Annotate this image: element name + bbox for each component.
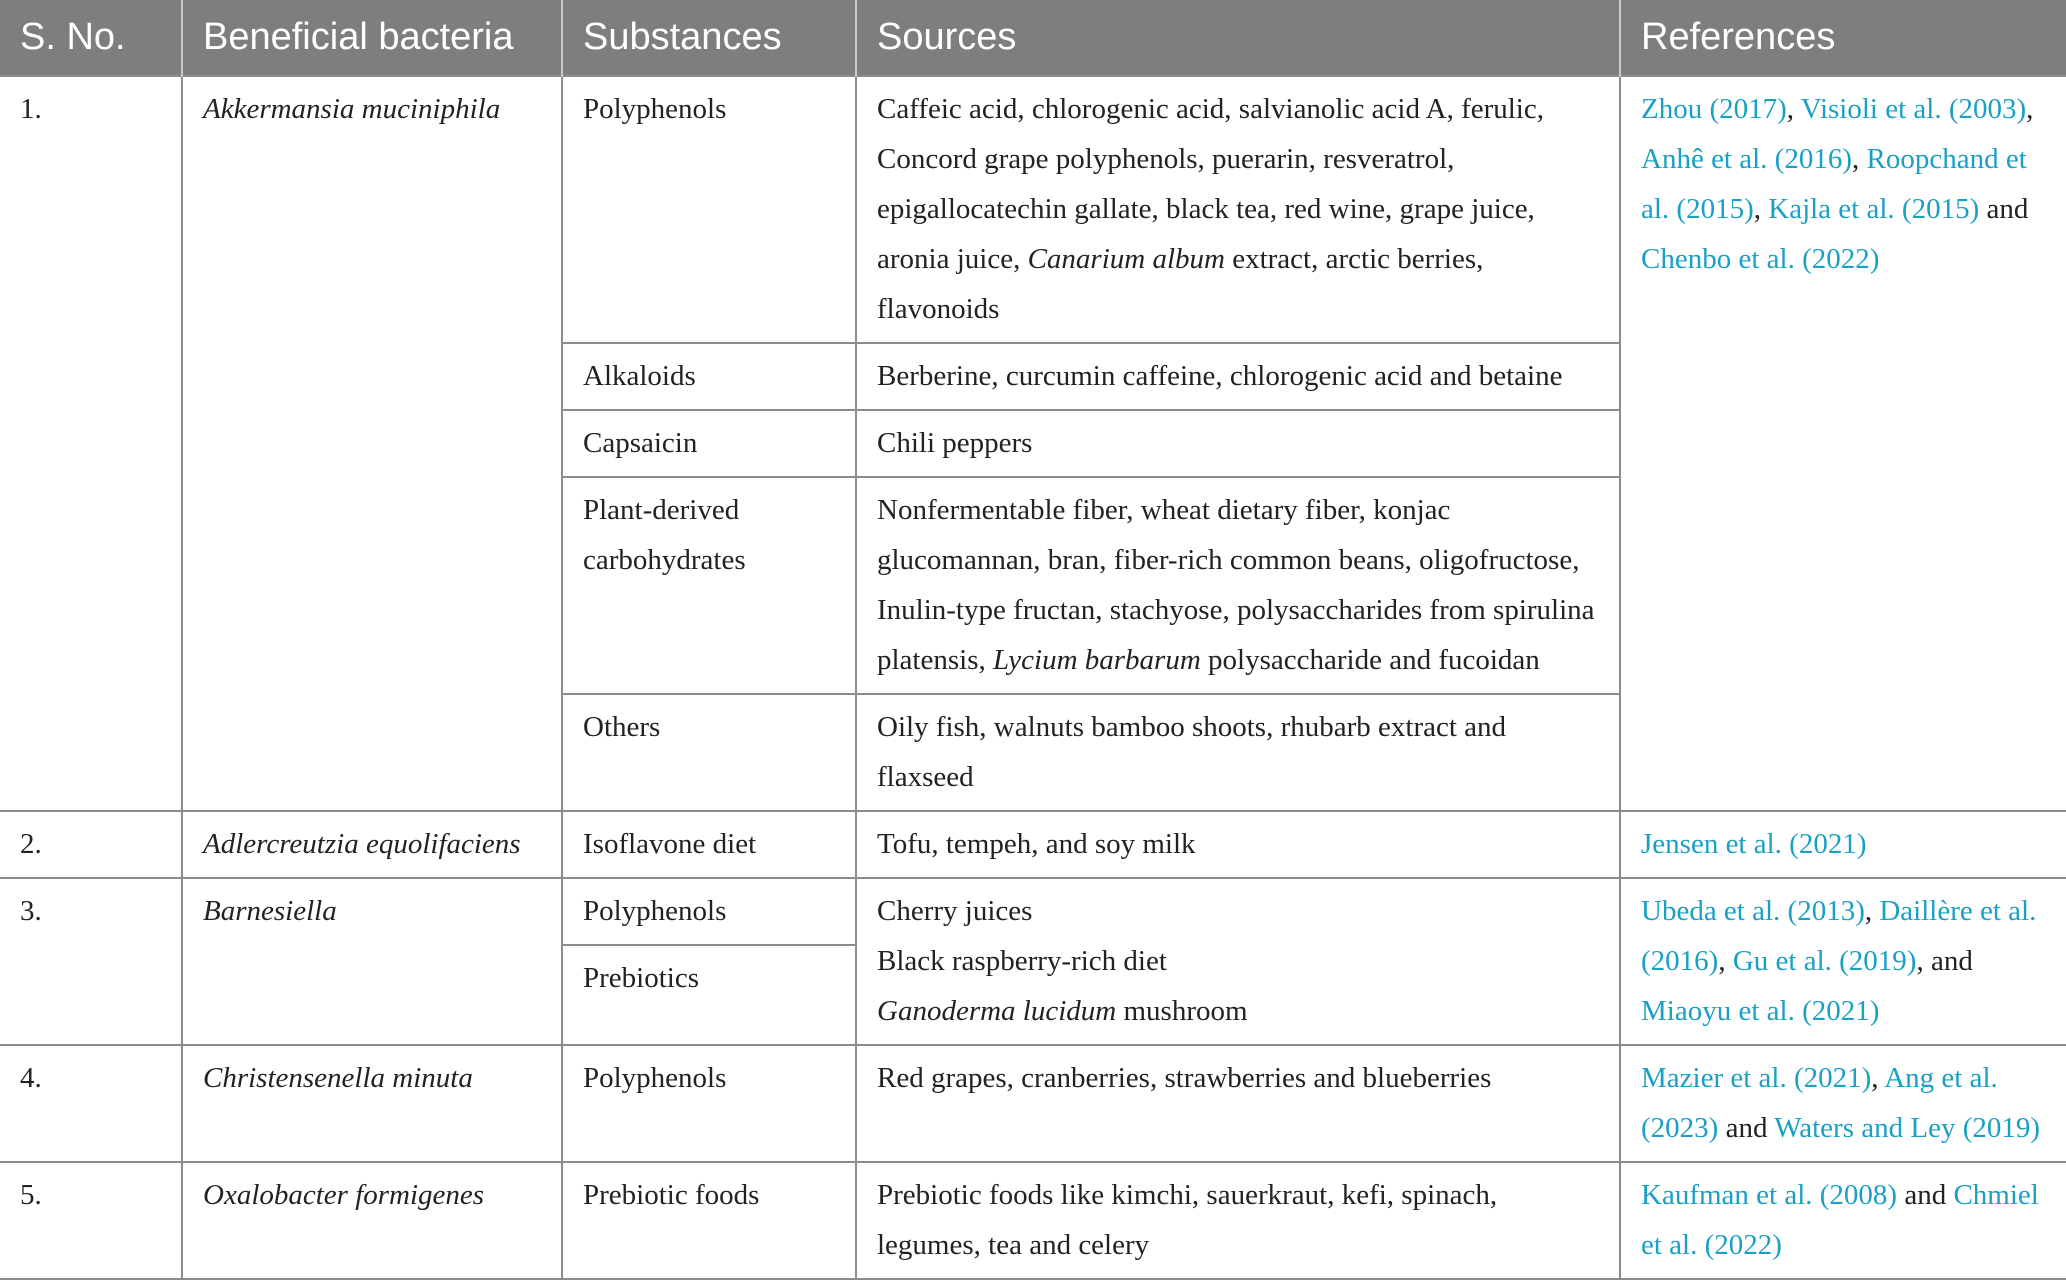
table-row (0, 878, 2066, 945)
cell-sno: 3. (0, 878, 182, 1045)
header-substances: Substances (562, 0, 856, 76)
table-row (0, 76, 2066, 343)
cell-bacteria: Christensenella minuta (182, 1045, 562, 1162)
reference-link[interactable]: Miaoyu et al. (2021) (1641, 995, 1880, 1027)
reference-separator: , (1864, 895, 1880, 927)
cell-sno: 2. (0, 811, 182, 878)
cell-references (1620, 1162, 2066, 1279)
reference-link[interactable]: Zhou (2017) (1641, 93, 1787, 125)
reference-link[interactable]: Gu et al. (2019) (1732, 945, 1917, 977)
sources-text: Caffeic acid, chlorogenic acid, salvianolic acid A, ferulic, Concord grape polyphenols, puerarin, resveratrol, epigallocatechin gallate, black tea, red wine, grape juice, aronia juice, (877, 93, 1544, 275)
cell-bacteria: Barnesiella (182, 878, 562, 1045)
reference-link[interactable]: Visioli et al. (2003) (1800, 93, 2027, 125)
header-row (0, 0, 2066, 76)
reference-separator: , (1753, 193, 1769, 225)
cell-substance: Isoflavone diet (562, 811, 856, 878)
cell-sources (856, 76, 1620, 343)
cell-substance: Polyphenols (562, 1045, 856, 1162)
reference-link[interactable]: Ubeda et al. (2013) (1641, 895, 1865, 927)
reference-separator: , (1786, 93, 1801, 125)
reference-separator: and (1979, 193, 2029, 225)
cell-substance: Polyphenols (562, 76, 856, 343)
reference-separator: and (1718, 1112, 1775, 1144)
cell-sources: Prebiotic foods like kimchi, sauerkraut, kefi, spinach, legumes, tea and celery (856, 1162, 1620, 1279)
reference-link[interactable]: Jensen et al. (2021) (1641, 828, 1867, 860)
cell-bacteria: Oxalobacter formigenes (182, 1162, 562, 1279)
cell-sno: 5. (0, 1162, 182, 1279)
reference-separator: , and (1916, 945, 1973, 977)
cell-sno: 4. (0, 1045, 182, 1162)
sources-species-name: Canarium album (1027, 243, 1225, 275)
cell-sources: Chili peppers (856, 410, 1620, 477)
cell-substance: Others (562, 694, 856, 811)
cell-sources: Red grapes, cranberries, strawberries and blueberries (856, 1045, 1620, 1162)
cell-substance: Capsaicin (562, 410, 856, 477)
reference-link[interactable]: Ang et al. (2023) (1641, 1062, 1998, 1144)
cell-sources: Tofu, tempeh, and soy milk (856, 811, 1620, 878)
cell-sources: Oily fish, walnuts bamboo shoots, rhubarb extract and flaxseed (856, 694, 1620, 811)
sources-line: Cherry juices (877, 895, 1033, 927)
cell-bacteria: Adlercreutzia equolifaciens (182, 811, 562, 878)
sources-text: mushroom (1116, 995, 1248, 1027)
cell-substance: Polyphenols (562, 878, 856, 945)
sources-line: Black raspberry-rich diet (877, 945, 1167, 977)
reference-separator: , (1852, 143, 1867, 175)
header-references: References (1620, 0, 2066, 76)
cell-substance: Plant-derived carbohydrates (562, 477, 856, 694)
reference-link[interactable]: Chmiel et al. (2022) (1641, 1179, 2039, 1261)
reference-link[interactable]: Anhê et al. (2016) (1641, 143, 1852, 175)
table-row (0, 1162, 2066, 1279)
sources-species-name: Ganoderma lucidum (877, 995, 1117, 1027)
sources-text: Nonfermentable fiber, wheat dietary fiber, konjac glucomannan, bran, fiber-rich common beans, oligofructose, Inulin-type fructan, stachyose, polysaccharides from spirulina platensis, (877, 494, 1595, 676)
header-sources: Sources (856, 0, 1620, 76)
reference-separator: and (1897, 1179, 1954, 1211)
cell-sno: 1. (0, 76, 182, 811)
reference-separator: , (1871, 1062, 1885, 1094)
reference-link[interactable]: Waters and Ley (2019) (1774, 1112, 2041, 1144)
reference-link[interactable]: Chenbo et al. (2022) (1641, 243, 1880, 275)
reference-link[interactable]: Daillère et al. (2016) (1641, 895, 2037, 977)
cell-references (1620, 811, 2066, 878)
reference-separator: , (2026, 93, 2034, 125)
cell-sources (856, 477, 1620, 694)
reference-link[interactable]: Mazier et al. (2021) (1641, 1062, 1872, 1094)
reference-link[interactable]: Kaufman et al. (2008) (1641, 1179, 1898, 1211)
header-sno: S. No. (0, 0, 182, 76)
header-bacteria: Beneficial bacteria (182, 0, 562, 76)
cell-references (1620, 76, 2066, 811)
reference-link[interactable]: Roopchand et al. (2015) (1641, 143, 2027, 225)
cell-sources: Berberine, curcumin caffeine, chlorogenic acid and betaine (856, 343, 1620, 410)
sources-text: extract, arctic berries, flavonoids (877, 243, 1484, 325)
cell-bacteria: Akkermansia muciniphila (182, 76, 562, 811)
table-row (0, 811, 2066, 878)
cell-substance: Prebiotic foods (562, 1162, 856, 1279)
reference-separator: , (1718, 945, 1733, 977)
cell-sources (856, 878, 1620, 1045)
cell-substance: Prebiotics (562, 945, 856, 1045)
sources-species-name: Lycium barbarum (993, 644, 1201, 676)
sources-line (877, 986, 1599, 1036)
table-row (0, 1045, 2066, 1162)
reference-link[interactable]: Kajla et al. (2015) (1768, 193, 1980, 225)
cell-references (1620, 1045, 2066, 1162)
cell-substance: Alkaloids (562, 343, 856, 410)
cell-references (1620, 878, 2066, 1045)
sources-text: polysaccharide and fucoidan (1200, 644, 1540, 676)
